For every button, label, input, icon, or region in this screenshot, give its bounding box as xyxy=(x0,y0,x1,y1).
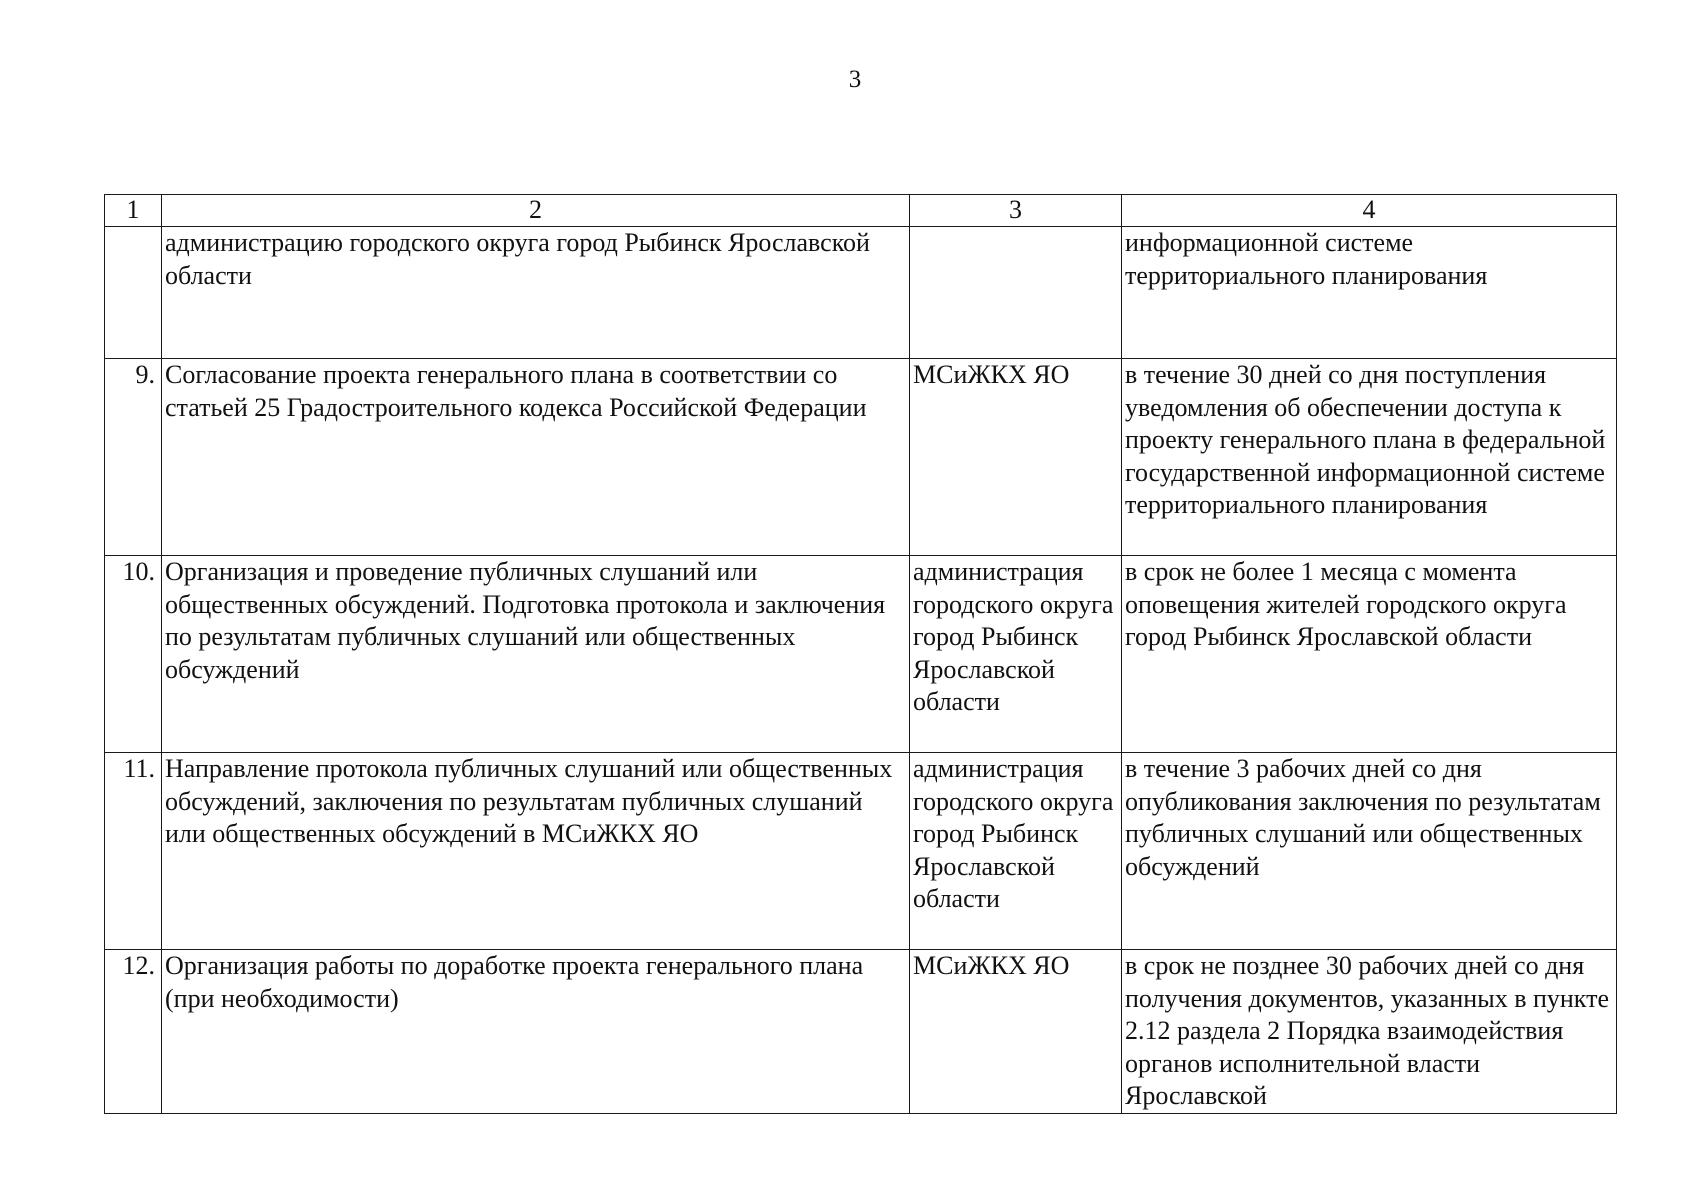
responsible-cell: администрация городского округа город Рыбинск Ярославской области xyxy=(910,753,1122,950)
column-header: 1 xyxy=(105,195,162,227)
column-header: 2 xyxy=(162,195,910,227)
deadline-cell: в течение 3 рабочих дней со дня опубликования заключения по результатам публичных слушаний или общественных обсуждений xyxy=(1122,753,1617,950)
deadline-cell: информационной системе территориального планирования xyxy=(1122,227,1617,359)
action-cell: администрацию городского округа город Рыбинск Ярославской области xyxy=(162,227,910,359)
action-cell: Организация работы по доработке проекта генерального плана (при необходимости) xyxy=(162,950,910,1114)
table-row xyxy=(105,950,1617,1114)
responsible-cell xyxy=(910,227,1122,359)
row-number: 11. xyxy=(105,753,162,950)
row-number: 12. xyxy=(105,950,162,1114)
action-cell: Организация и проведение публичных слушаний или общественных обсуждений. Подготовка протокола и заключения по результатам публичных слушаний или общественных обсуждений xyxy=(162,556,910,753)
table-header-row xyxy=(105,195,1617,227)
action-cell: Согласование проекта генерального плана в соответствии со статьей 25 Градостроительного кодекса Российской Федерации xyxy=(162,359,910,556)
responsible-cell: администрация городского округа город Рыбинск Ярославской области xyxy=(910,556,1122,753)
responsible-cell: МСиЖКХ ЯО xyxy=(910,359,1122,556)
page-number: 3 xyxy=(848,66,862,93)
action-cell: Направление протокола публичных слушаний или общественных обсуждений, заключения по результатам публичных слушаний или общественных обсуждений в МСиЖКХ ЯО xyxy=(162,753,910,950)
table-row xyxy=(105,227,1617,359)
deadline-cell: в срок не более 1 месяца с момента оповещения жителей городского округа город Рыбинск Ярославской области xyxy=(1122,556,1617,753)
row-number xyxy=(105,227,162,359)
column-header: 3 xyxy=(910,195,1122,227)
table-row xyxy=(105,753,1617,950)
responsible-cell: МСиЖКХ ЯО xyxy=(910,950,1122,1114)
row-number: 10. xyxy=(105,556,162,753)
deadline-cell: в течение 30 дней со дня поступления уведомления об обеспечении доступа к проекту генерального плана в федеральной государственной информационной системе территориального планирования xyxy=(1122,359,1617,556)
column-header: 4 xyxy=(1122,195,1617,227)
row-number: 9. xyxy=(105,359,162,556)
table-row xyxy=(105,556,1617,753)
table-row xyxy=(105,359,1617,556)
deadline-cell: в срок не позднее 30 рабочих дней со дня получения документов, указанных в пункте 2.12 раздела 2 Порядка взаимодействия органов исполнительной власти Ярославской xyxy=(1122,950,1617,1114)
schedule-table xyxy=(104,194,1617,1114)
